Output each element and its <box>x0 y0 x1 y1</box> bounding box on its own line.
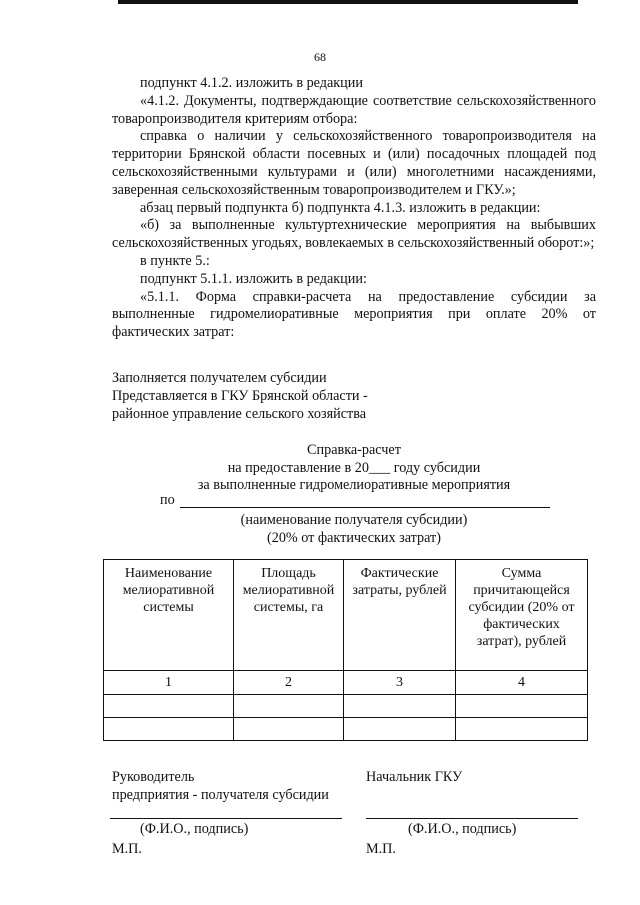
percent-caption: (20% от фактических затрат) <box>267 529 441 546</box>
filled-by-line-3: районное управление сельского хозяйства <box>112 405 367 422</box>
paragraph-documents: «4.1.2. Документы, подтверждающие соответствие сельскохозяйственного товаропроизводителя критериям отбора: <box>112 92 596 127</box>
table-cell <box>344 718 456 741</box>
form-title-line-2: на предоставление в 20___ году субсидии <box>227 459 481 476</box>
left-signatory-title-1: Руководитель <box>112 769 195 785</box>
table-cell <box>456 718 588 741</box>
filled-by-line-1: Заполняется получателем субсидии <box>112 370 327 386</box>
header-subsidy-sum: Сумма причитающейся субсидии (20% от фактических затрат), рублей <box>456 560 588 671</box>
table-number-row <box>104 671 588 695</box>
recipient-line <box>160 492 550 512</box>
top-edge-rule <box>118 0 578 4</box>
table-header-row <box>104 560 588 671</box>
right-stamp-place: М.П. <box>366 841 396 857</box>
filled-by-block <box>112 370 492 423</box>
table-cell <box>104 695 234 718</box>
po-label: по <box>160 492 175 508</box>
table-cell <box>234 695 344 718</box>
paragraph-abzac: абзац первый подпункта б) подпункта 4.1.3. изложить в редакции: <box>140 199 541 216</box>
filled-by-line-2: Представляется в ГКУ Брянской области - <box>112 387 368 404</box>
page-number: 68 <box>314 50 326 64</box>
paragraph-subpoint-412: подпункт 4.1.2. изложить в редакции <box>140 75 363 91</box>
table-cell <box>104 718 234 741</box>
left-fio-caption: (Ф.И.О., подпись) <box>140 821 249 837</box>
recipient-caption: (наименование получателя субсидии) <box>240 512 468 528</box>
table-cell <box>456 695 588 718</box>
col-number: 4 <box>456 671 588 695</box>
body-text <box>112 75 596 342</box>
signature-right-block <box>366 768 586 786</box>
signature-left-block <box>112 768 372 804</box>
left-signature-line <box>110 818 342 819</box>
paragraph-point-5: в пункте 5.: <box>140 252 210 269</box>
calculation-table <box>103 559 588 741</box>
header-system-name: Наименование мелиоративной системы <box>104 560 234 671</box>
paragraph-subpoint-511: подпункт 5.1.1. изложить в редакции: <box>140 270 367 287</box>
right-signature-line <box>366 818 578 819</box>
recipient-underline <box>180 507 550 508</box>
table-cell <box>234 718 344 741</box>
right-signatory-title: Начальник ГКУ <box>366 769 463 785</box>
left-stamp-place: М.П. <box>112 841 142 857</box>
col-number: 3 <box>344 671 456 695</box>
right-fio-caption: (Ф.И.О., подпись) <box>408 821 517 837</box>
left-signatory-title-2: предприятия - получателя субсидии <box>112 787 329 803</box>
table-row <box>104 695 588 718</box>
form-title-line-3: за выполненные гидромелиоративные мероприятия <box>197 477 511 493</box>
header-area: Площадь мелиоративной системы, га <box>234 560 344 671</box>
header-actual-costs: Фактические затраты, рублей <box>344 560 456 671</box>
table-row <box>104 718 588 741</box>
form-title-line-1: Справка-расчет <box>307 442 401 458</box>
form-title <box>112 442 596 495</box>
form-subtitle <box>112 512 596 547</box>
col-number: 1 <box>104 671 234 695</box>
paragraph-culture-measures: «б) за выполненные культуртехнические мероприятия на выбывших сельскохозяйственных угодьях, вовлекаемых в сельскохозяйственный оборот:»; <box>112 217 596 252</box>
paragraph-certificate: справка о наличии у сельскохозяйственного товаропроизводителя на территории Брянской области посевных и (или) посадочных площадей под сельскохозяйственными культурами и (или) многолетними насаждениями, заверенная сельскохозяйственным товаропроизводителем и ГКУ.»; <box>112 128 596 198</box>
table-cell <box>344 695 456 718</box>
paragraph-form-511: «5.1.1. Форма справки-расчета на предоставление субсидии за выполненные гидромелиоративные мероприятия при оплате 20% от фактических затрат: <box>112 288 596 341</box>
col-number: 2 <box>234 671 344 695</box>
